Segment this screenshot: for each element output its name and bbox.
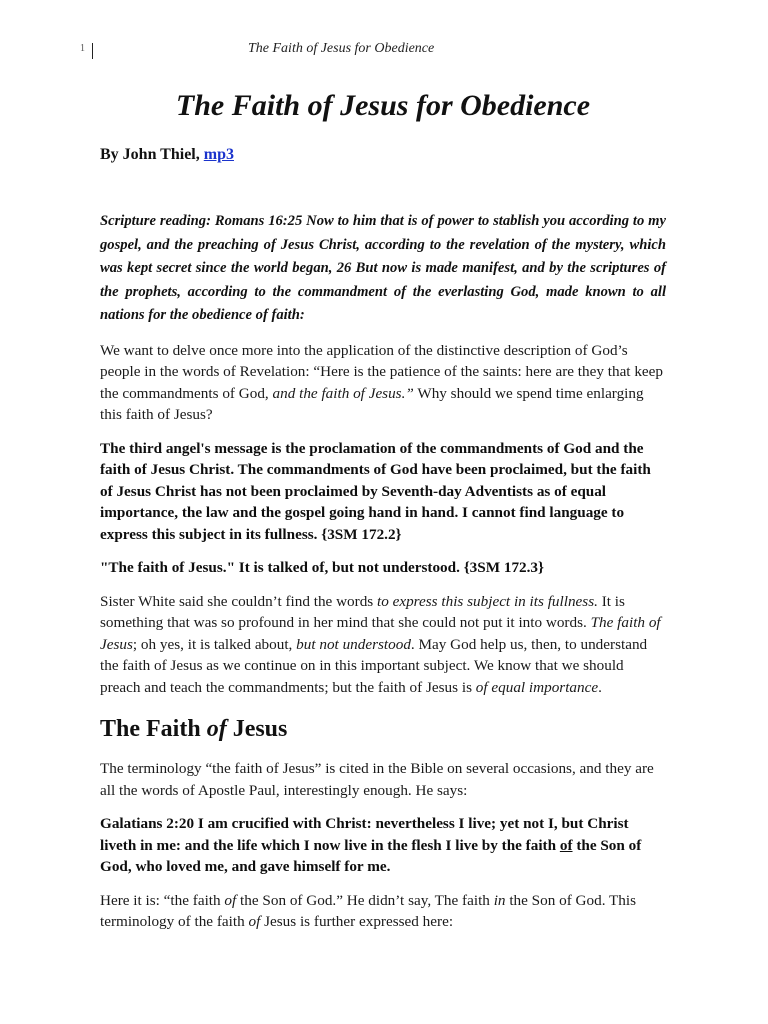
quote-3sm-172-2: The third angel's message is the proclamation of the commandments of God and the faith of Jesus Christ. The commandments of God have been proclaimed, but the faith of Jesus Christ has not been proclaimed by Seventh-day Adventists as of equal importance, the law and the gospel going hand in hand. I cannot find language to express this subject in its fullness. {3SM 172.2} — [100, 439, 651, 543]
quote-3sm-172-3: "The faith of Jesus." It is talked of, but not understood. {3SM 172.3} — [100, 559, 545, 577]
heading-text: The Faith — [100, 716, 207, 743]
page-number: 1 — [80, 43, 85, 54]
italic-phrase: of — [248, 913, 261, 931]
paragraph-text: Here it is: “the faith — [100, 891, 225, 909]
paragraph-text: . May God help us, then, to understand the faith of Jesus as we continue on in this important subject. We know that we should preach and teach the commandments; but the faith of Jesus is — [100, 635, 648, 696]
italic-phrase: of — [224, 891, 237, 909]
paragraph-text: It is something that was so profound in her mind that she could not put it into words. — [100, 592, 625, 632]
italic-phrase: to express this subject in its fullness. — [377, 592, 598, 610]
heading-italic: of — [206, 716, 227, 743]
byline — [100, 144, 666, 166]
italic-phrase: but not understood — [296, 635, 411, 653]
paragraph-text: Jesus is further expressed here: — [260, 913, 454, 931]
paragraph-intro — [100, 340, 666, 426]
document-body — [100, 80, 666, 933]
italic-phrase: of equal importance — [475, 678, 599, 696]
paragraph-terminology: The terminology “the faith of Jesus” is cited in the Bible on several occasions, and they are all the words of Apostle Paul, interestingly enough. He says: — [100, 760, 654, 799]
paragraph-text: the Son of God. This terminology of the faith — [100, 891, 637, 931]
page-title: The Faith of Jesus for Obedience — [175, 89, 591, 122]
paragraph-text: . — [598, 678, 602, 696]
paragraph-text: ; oh yes, it is talked about, — [132, 635, 297, 653]
paragraph-sister-white — [100, 591, 666, 699]
underlined-word: of — [559, 836, 573, 854]
quote-galatians-2-20 — [100, 813, 666, 878]
paragraph-text: Why should we spend time enlarging this faith of Jesus? — [100, 384, 644, 424]
paragraph-here-it-is — [100, 890, 666, 933]
paragraph-text: We want to delve once more into the application of the distinctive description of God’s people in the words of Revelation: “Here is the patience of the saints: here are they that keep the commandments of God, — [100, 341, 663, 402]
italic-phrase: The faith of Jesus — [100, 614, 661, 653]
quote-text: Galatians 2:20 I am crucified with Christ: nevertheless I live; yet not I, but Christ liveth in me: and the life which I now live in the flesh I live by the faith — [100, 815, 629, 854]
italic-phrase: in — [493, 891, 506, 909]
running-header — [80, 41, 720, 61]
scripture-reading: Scripture reading: Romans 16:25 Now to him that is of power to stablish you according to my gospel, and the preaching of Jesus Christ, according to the revelation of the mystery, which was kept secret since the world began, 26 But now is made manifest, and by the scriptures of the prophets, according to the commandment of the everlasting God, made known to all nations for the obedience of faith: — [100, 213, 666, 324]
running-title: The Faith of Jesus for Obedience — [248, 41, 435, 56]
header-divider — [92, 43, 93, 59]
paragraph-text: Sister White said she couldn’t find the words — [100, 592, 377, 610]
italic-phrase: and the faith of Jesus.” — [272, 384, 414, 402]
heading-text: Jesus — [226, 716, 288, 743]
quote-text: the Son of God, who loved me, and gave himself for me. — [100, 836, 642, 876]
mp3-link[interactable]: mp3 — [203, 146, 234, 163]
section-heading — [100, 712, 666, 746]
byline-author: By John Thiel, — [100, 146, 204, 163]
paragraph-text: the Son of God.” He didn’t say, The faith — [236, 891, 494, 909]
